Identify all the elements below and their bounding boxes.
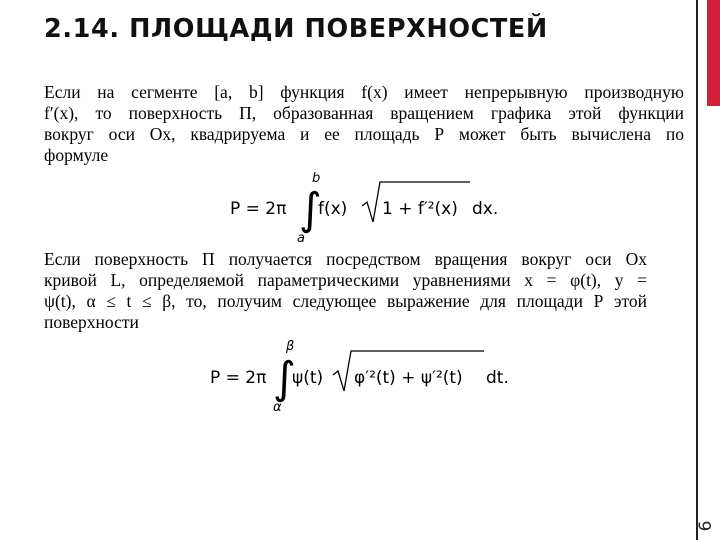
formula-1: [226, 168, 526, 246]
paragraph-1: [44, 82, 684, 166]
page-number: 6: [696, 520, 716, 532]
side-divider-line: [696, 0, 698, 540]
formula-1-lhs: P = 2π: [230, 199, 287, 219]
paragraph-1-line: вокруг оси Ох, квадрируема и ее площадь Р может быть вычислена по: [44, 124, 684, 144]
formula-2-lhs: P = 2π: [210, 368, 267, 388]
integral-sign-icon: ∫: [273, 353, 296, 404]
paragraph-2-line: кривой L, определяемой параметрическими уравнениями x = φ(t), y =: [44, 270, 647, 290]
formula-2-lower-limit: α: [273, 400, 282, 415]
integral-sign-icon: ∫: [299, 184, 322, 235]
slide-title: 2.14. ПЛОЩАДИ ПОВЕРХНОСТЕЙ: [44, 14, 548, 44]
formula-1-radicand: 1 + f′²(x): [382, 199, 458, 219]
paragraph-2-line: Если поверхность П получается посредством вращения вокруг оси Ох: [44, 249, 647, 269]
paragraph-1-line: Если на сегменте [a, b] функция f(x) имеет непрерывную производную: [44, 82, 684, 102]
paragraph-1-line: формуле: [44, 145, 109, 165]
formula-2-radicand: φ′²(t) + ψ′²(t): [354, 368, 463, 388]
formula-1-differential: dx.: [472, 199, 499, 219]
formula-1-lower-limit: a: [297, 231, 305, 246]
formula-2-differential: dt.: [486, 368, 509, 388]
formula-1-integrand: f(x): [318, 199, 348, 219]
formula-2-upper-limit: β: [286, 339, 295, 354]
paragraph-1-line: f′(x), то поверхность П, образованная вращением графика этой функции: [44, 103, 684, 123]
paragraph-2-line: ψ(t), α ≤ t ≤ β, то, получим следующее выражение для площади Р этой: [44, 291, 647, 311]
formula-1-upper-limit: b: [312, 171, 321, 186]
paragraph-2: [44, 249, 647, 333]
formula-2-integrand: ψ(t): [292, 368, 324, 388]
side-accent-bar: [707, 0, 720, 106]
formula-2: [206, 335, 526, 415]
paragraph-2-line: поверхности: [44, 312, 139, 332]
